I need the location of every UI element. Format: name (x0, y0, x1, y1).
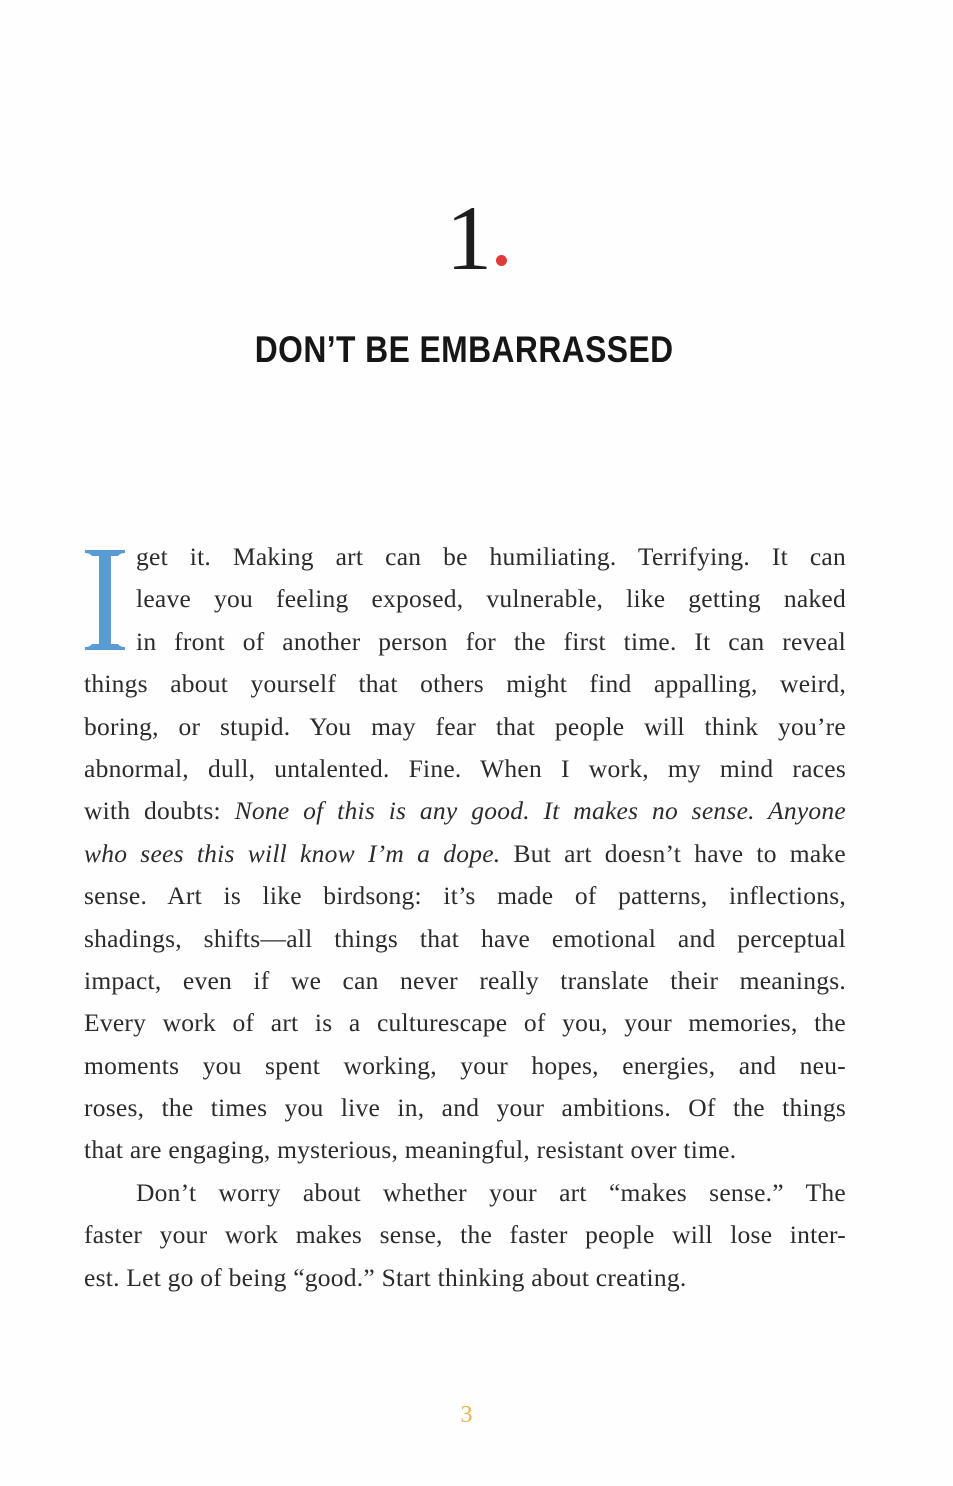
text-run: But art doesn’t have to make (500, 838, 846, 868)
text-line: get it. Making art can be humiliating. Terrifying. It can (136, 542, 846, 571)
text-line: Don’t worry about whether your art “makes sense.” The (136, 1177, 846, 1207)
red-dot-icon (496, 255, 507, 266)
paragraph-1 (84, 536, 846, 1172)
text-line: faster your work makes sense, the faster people will lose inter- (84, 1220, 846, 1250)
paragraph-2 (84, 1172, 846, 1299)
chapter-number (0, 188, 953, 288)
text-line: Every work of art is a culturescape of you, your memories, the (84, 1008, 846, 1038)
text-line: shadings, shifts—all things that have emotional and perceptual (84, 923, 846, 953)
text-line: that are engaging, mysterious, meaningful, resistant over time. (84, 1135, 737, 1165)
text-line: boring, or stupid. You may fear that people will think you’re (84, 711, 846, 741)
text-line: impact, even if we can never really translate their meanings. (84, 965, 846, 995)
text-line (84, 790, 846, 832)
chapter-title: DON’T BE EMBARRASSED (254, 329, 674, 370)
text-line: leave you feeling exposed, vulnerable, like getting naked (136, 584, 846, 614)
italic-text: who sees this will know I’m a dope. (84, 838, 501, 868)
text-line: things about yourself that others might find appalling, weird, (84, 669, 846, 699)
text-line: sense. Art is like birdsong: it’s made of patterns, inflections, (84, 881, 846, 911)
chapter-body (84, 536, 846, 1299)
chapter-number-digit: 1 (446, 187, 492, 289)
text-line: moments you spent working, your hopes, energies, and neu- (84, 1050, 846, 1080)
text-line: in front of another person for the first time. It can reveal (136, 626, 846, 656)
page-number: 3 (460, 1402, 473, 1428)
text-line: abnormal, dull, untalented. Fine. When I work, my mind races (84, 753, 846, 783)
text-run: with doubts: (84, 796, 235, 826)
text-line (84, 833, 846, 875)
text-line: est. Let go of being “good.” Start thinking about creating. (84, 1262, 687, 1292)
text-line: roses, the times you live in, and your ambitions. Of the things (84, 1093, 846, 1123)
italic-text: None of this is any good. It makes no sense. Anyone (234, 796, 846, 826)
